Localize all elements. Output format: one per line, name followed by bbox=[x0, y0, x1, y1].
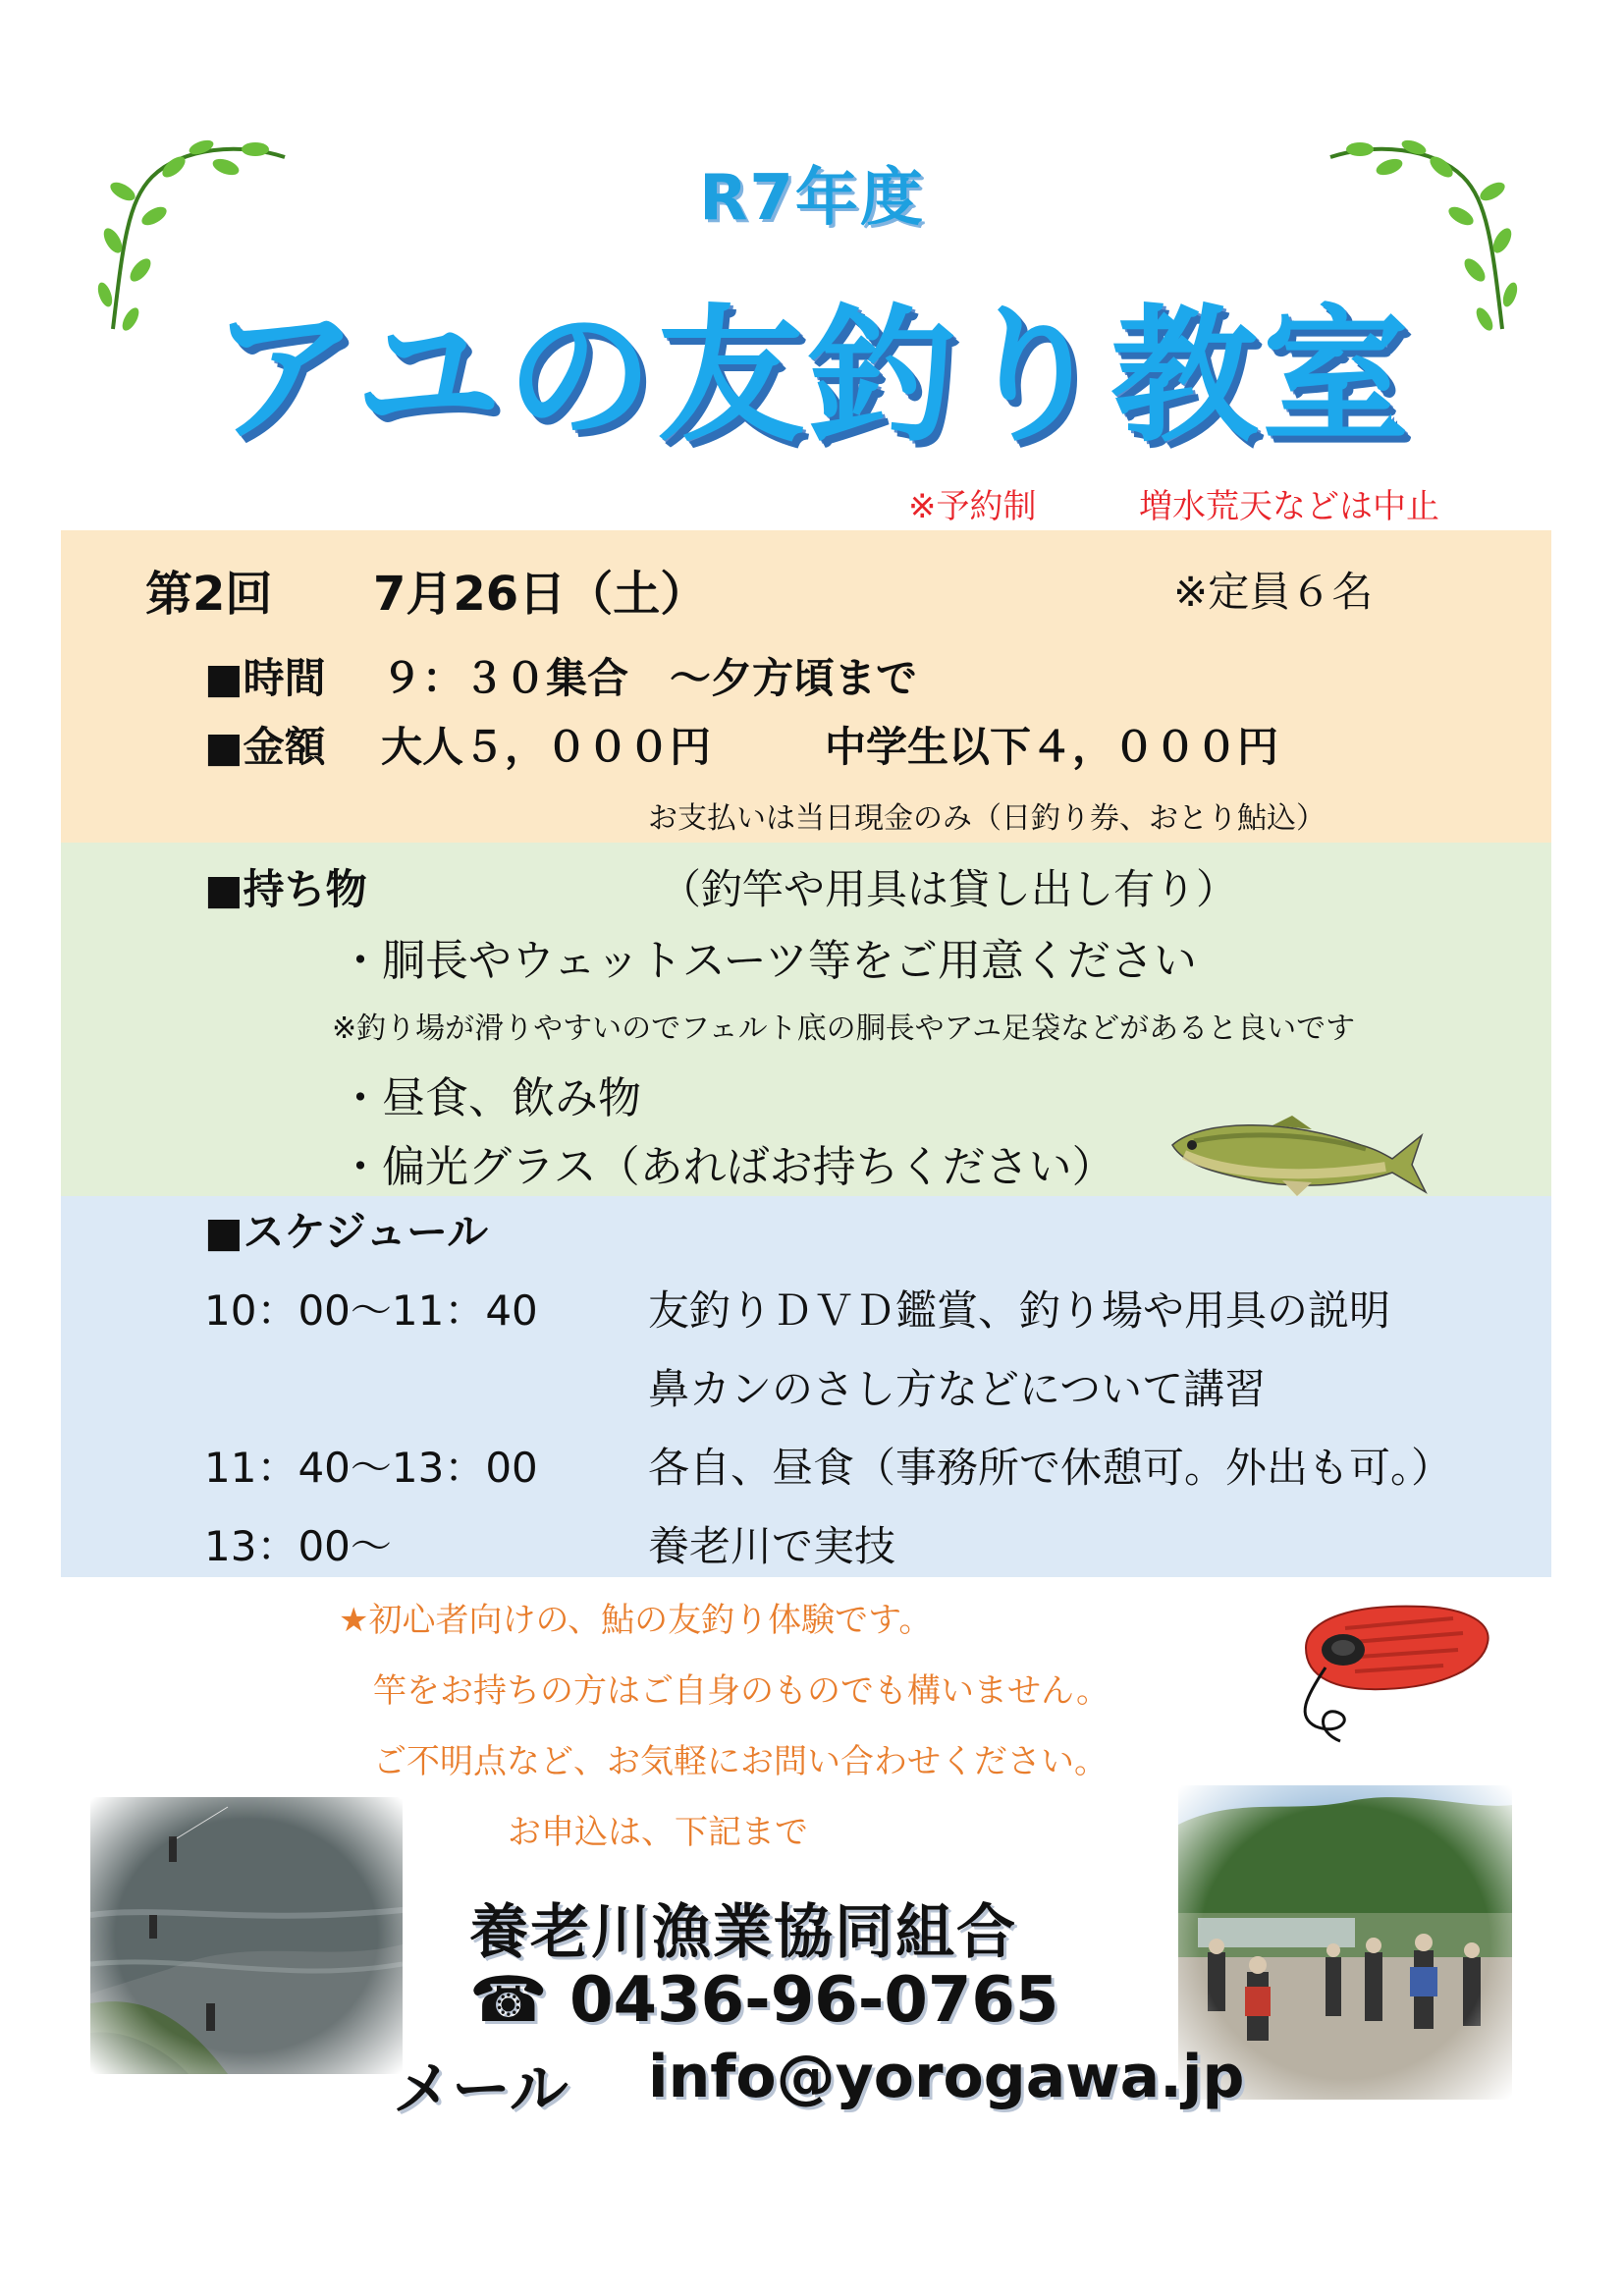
time-label: ■時間 bbox=[204, 654, 326, 702]
info-line: ご不明点など、お気軽にお問い合わせください。 bbox=[373, 1742, 1108, 1781]
belongings-label: ■持ち物 bbox=[204, 865, 367, 913]
info-line: ★初心者向けの、鮎の友釣り体験です。 bbox=[339, 1601, 933, 1640]
session-date: 7月26日（土） bbox=[373, 567, 708, 622]
fee-adult: 大人５，０００円 bbox=[381, 723, 712, 771]
cancellation-notice: 増水荒天などは中止 bbox=[1139, 487, 1439, 526]
phone-line bbox=[469, 1964, 1058, 2037]
river-fishing-photo bbox=[90, 1797, 403, 2074]
schedule-desc: 鼻カンのさし方などについて講習 bbox=[648, 1365, 1267, 1413]
rental-note: （釣竿や用具は貸し出し有り） bbox=[660, 865, 1238, 913]
fee-label: ■金額 bbox=[204, 723, 326, 771]
schedule-time: 13：00～ bbox=[204, 1522, 392, 1570]
event-year-subtitle: R7年度 bbox=[699, 162, 925, 235]
schedule-time: 10：00～11：40 bbox=[204, 1286, 538, 1335]
schedule-desc: 友釣りＤＶＤ鑑賞、釣り場や用具の説明 bbox=[648, 1286, 1391, 1335]
ayu-fish-icon bbox=[1164, 1108, 1430, 1206]
email-address[interactable]: info@yorogawa.jp bbox=[648, 2043, 1245, 2111]
reservation-notice: ※予約制 bbox=[908, 487, 1037, 526]
belongings-item: ・昼食、飲み物 bbox=[339, 1073, 641, 1123]
phone-icon: ☎ bbox=[469, 1964, 548, 2037]
schedule-time: 11：40～13：00 bbox=[204, 1444, 538, 1492]
bait-float-icon bbox=[1286, 1589, 1502, 1756]
fee-child: 中学生以下４，０００円 bbox=[825, 723, 1279, 771]
slippery-note: ※釣り場が滑りやすいのでフェルト底の胴長やアユ足袋などがあると良いです bbox=[332, 1011, 1356, 1046]
payment-note: お支払いは当日現金のみ（日釣り券、おとり鮎込） bbox=[648, 801, 1326, 836]
belongings-item: ・胴長やウェットスーツ等をご用意ください bbox=[339, 936, 1197, 986]
belongings-item: ・偏光グラス（あればお持ちください） bbox=[339, 1142, 1115, 1192]
mail-label: メール bbox=[393, 2055, 568, 2124]
info-line: 竿をお持ちの方はご自身のものでも構いません。 bbox=[373, 1671, 1110, 1711]
schedule-desc: 養老川で実技 bbox=[648, 1522, 896, 1570]
capacity-note: ※定員６名 bbox=[1173, 568, 1374, 616]
phone-number[interactable]: 0436-96-0765 bbox=[569, 1964, 1059, 2037]
schedule-desc: 各自、昼食（事務所で休憩可。外出も可。） bbox=[648, 1444, 1453, 1492]
time-value: ９：３０集合 ～夕方頃まで bbox=[381, 654, 918, 702]
info-line: お申込は、下記まで bbox=[508, 1813, 808, 1852]
organization-name: 養老川漁業協同組合 bbox=[469, 1898, 1017, 1967]
event-title: アユの友釣り教室 bbox=[210, 292, 1414, 463]
session-number: 第2回 bbox=[145, 567, 273, 622]
schedule-label: ■スケジュール bbox=[204, 1208, 489, 1256]
